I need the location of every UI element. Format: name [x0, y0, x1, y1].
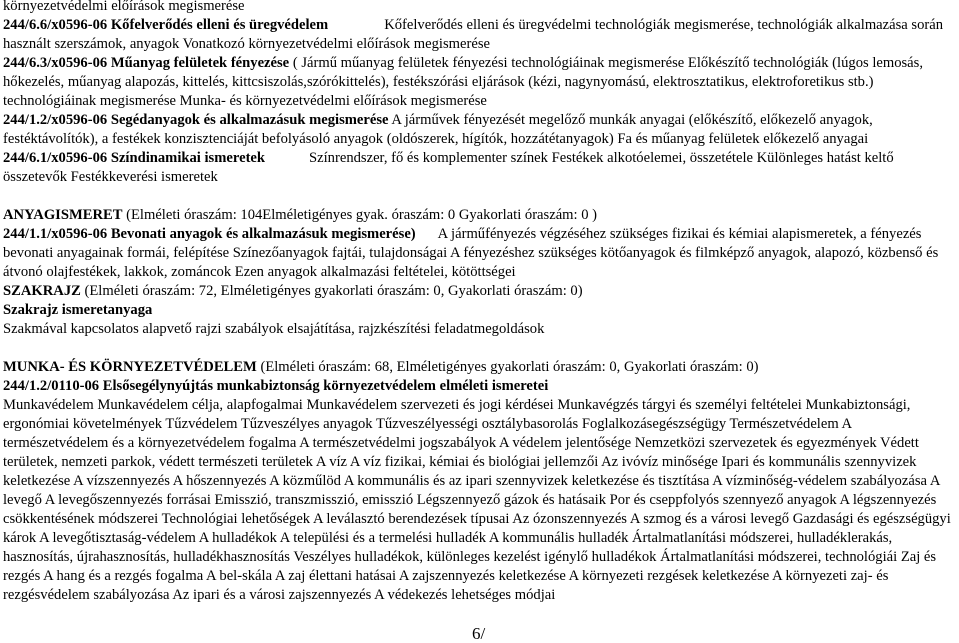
paragraph-muanyag — [3, 54, 955, 111]
section-heading: 244/6.6/x0596-06 Kőfelverődés elleni és üregvédelem — [3, 17, 329, 33]
section-text: ( Jármű műanyag felületek fényezési technológiáinak megismerése Előkészítő technológiák (lúgos lemosás, hőkezelés, műanyag alapozás, kittelés, kittcsiszolás,szórókittelés), festékszórási eljárások (kézi, nagynyomású, elektrosztatikus, elektroforetikus stb.) technológiáinak megismerése Munka- és környezetvédelmi előírások megismerése — [3, 55, 923, 109]
paragraph-1: környezetvédelmi előírások megismerése — [3, 0, 245, 14]
section-heading: ANYAGISMERET — [3, 207, 123, 223]
section-heading: 244/6.3/x0596-06 Műanyag felületek fényezése — [3, 55, 290, 71]
section-heading: 244/1.2/x0596-06 Segédanyagok és alkalmazásuk megismerése — [3, 112, 389, 128]
section-heading: 244/6.1/x0596-06 Színdinamikai ismeretek — [3, 150, 266, 166]
spacer — [3, 187, 955, 206]
spacer — [3, 339, 955, 358]
section-text: (Elméleti óraszám: 104Elméletigényes gyak. óraszám: 0 Gyakorlati óraszám: 0 ) — [126, 207, 598, 223]
paragraph-szakmaval: Szakmával kapcsolatos alapvető rajzi szabályok elsajátítása, rajzkészítési feladatmegoldások — [3, 321, 545, 337]
paragraph-kofelverodes — [3, 16, 955, 54]
document-page — [3, 0, 955, 605]
paragraph-szakrajz-ismeretanyaga: Szakrajz ismeretanyaga — [3, 302, 153, 318]
section-text: Színrendszer, fő és komplementer színek Festékek alkotóelemei, összetétele Különleges hatást keltő összetevők Festékkeverési ismeretek — [3, 150, 894, 185]
section-text: (Elméleti óraszám: 68, Elméletigényes gyakorlati óraszám: 0, Gyakorlati óraszám: 0) — [260, 359, 759, 375]
paragraph-anyagismeret — [3, 206, 955, 225]
section-heading: SZAKRAJZ — [3, 283, 81, 299]
section-text: A járművek fényezését megelőző munkák anyagai (előkészítő, előkezelő anyagok, festéktávolítók), a festékek konzisztenciáját befolyásoló anyagok (oldószerek, hígítók, hozzátétanyagok) Fa és műanyag felületek előkezelő anyagai — [3, 112, 873, 147]
paragraph-elsosegely-heading: 244/1.2/0110-06 Elsősegélynyújtás munkabiztonság környezetvédelem elméleti ismeretei — [3, 378, 549, 394]
paragraph-szakrajz — [3, 282, 955, 301]
paragraph-munka — [3, 358, 955, 377]
paragraph-segedanyagok — [3, 111, 955, 149]
page-number: 6/ — [472, 624, 486, 643]
paragraph-munkavedelem: Munkavédelem Munkavédelem célja, alapfogalmai Munkavédelem szervezeti és jogi kérdései Munkavégzés tárgyi és személyi feltételei Munkabiztonsági, ergonómiai követelmények Tűzvédelem Tűzveszélyes anyagok Tűzveszélyességi osztálybasorolás Foglalkozásegészségügy Természetvédelem A természetvédelem és a környezetvédelem fogalma A természetvédelmi jogszabályok A védelem jelentősége Nemzetközi szervezetek és egyezmények Védett területek, nemzeti parkok, védett természeti területek A víz A víz fizikai, kémiai és biológiai jellemzői Az ivóvíz minősége Ipari és kommunális szennyvizek keletkezése A vízszennyezés A hőszennyezés A közműlöd A kommunális és az ipari szennyvizek keletkezése és tisztítása A vízminőség-védelem szabályozása A levegő A levegőszennyezés forrásai Emisszió, transzmisszió, emisszió Légszennyező gázok és hatásaik Por és cseppfolyós szennyező anyagok A légszennyezés csökkentésének módszerei Technológiai lehetőségek A leválasztó berendezések típusai Az ózonszennyezés A szmog és a városi levegő Gazdasági és egészségügyi károk A levegőtisztaság-védelem A hulladékok A települési és a termelési hulladék A kommunális hulladék Ártalmatlanítási módszerei, hulladéklerakás, hasznosítás, újrahasznosítás, hulladékhasznosítás Veszélyes hulladékok, különleges kezelést igénylő hulladékok Ártalmatlanítási módszerei, technológiái Zaj és rezgés A hang és a rezgés fogalma A bel-skála A zaj élettani hatásai A zajszennyezés keletkezése A környezeti rezgések keletkezése A környezeti zaj- és rezgésvédelem szabályozása Az ipari és a városi zajszennyezés A védekezés lehetséges módjai — [3, 397, 951, 603]
paragraph-bevonati — [3, 225, 955, 282]
section-heading: MUNKA- ÉS KÖRNYEZETVÉDELEM — [3, 359, 257, 375]
section-text: Kőfelverődés elleni és üregvédelmi technológiák megismerése, technológiák alkalmazása során használt szerszámok, anyagok Vonatkozó környezetvédelmi előírások megismerése — [3, 17, 944, 52]
paragraph-szindinamika — [3, 149, 955, 187]
section-text: A járműfényezés végzéséhez szükséges fizikai és kémiai alapismeretek, a fényezés bevonati anyagainak formái, felépítése Színezőanyagok fajtái, tulajdonságai A fényezéshez szükséges kötőanyagok és filmképző anyagok, alapozó, közbenső és átvonó olajfestékek, lakkok, zománcok Ezen anyagok alkalmazási feltételei, kötöttségei — [3, 226, 939, 280]
section-heading: 244/1.1/x0596-06 Bevonati anyagok és alkalmazásuk megismerése) — [3, 226, 416, 242]
section-text: (Elméleti óraszám: 72, Elméletigényes gyakorlati óraszám: 0, Gyakorlati óraszám: 0) — [84, 283, 583, 299]
